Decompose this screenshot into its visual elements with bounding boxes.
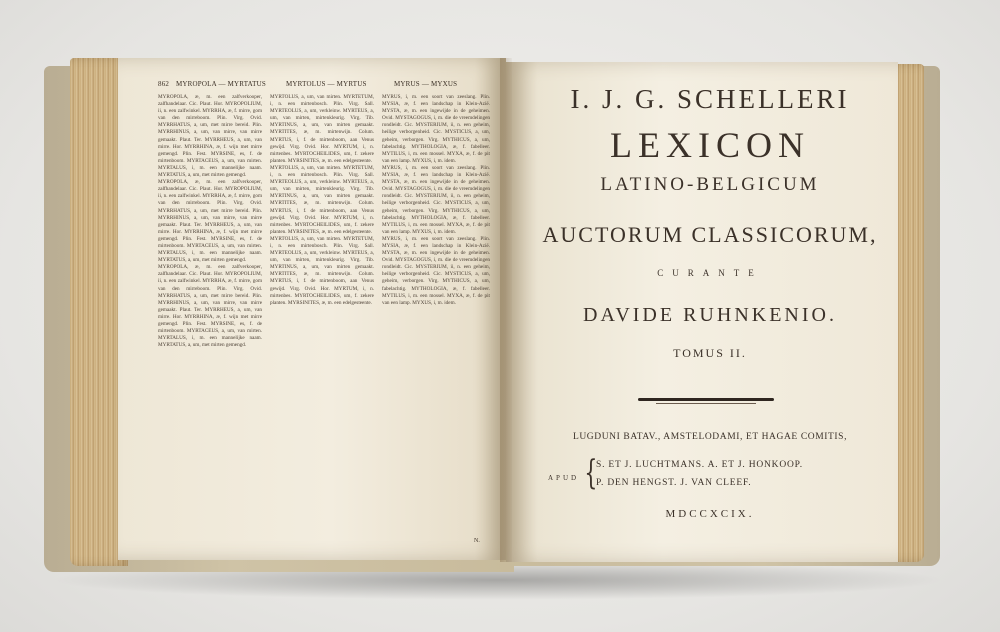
title-subtitle-1: LATINO-BELGICUM — [600, 174, 820, 195]
book-gutter — [500, 58, 512, 562]
column-text: MYRTOLUS, a, um, van mirten. MYRTETUM, i, n. een mirtenbosch. Plin. Virg. Sall. MYRTEOLUS, a, um, verkleinw. MYRTEUS, a, um, van mirten, mirtenkleurig. Virg. Tib. MYRTINUS, a, um, van mirten gemaakt. MYRTITES, æ, m. mirtenwijn. Colum. MYRTUS, i, f. de mirtenboom, aan Venus gewijd. Virg. Ovid. Hor. MYRTUM, i, n. mirtenbes. MYRTOCHEILIDES, um, f. zekere planten. MYRSINITES, æ, m. een edelgesteente. — [270, 235, 374, 306]
title-editor: DAVIDE RUHNKENIO. — [583, 304, 837, 326]
title-rule — [638, 398, 774, 401]
column-text: MYROPOLA, æ, m. een zalfverkooper, zalfhandelaar. Cic. Plaut. Hor. MYROPOLIUM, ii, n. een zalfwinkel. MYRRHA, æ, f. mirre, gom van den mirreboom. Plin. Virg. Ovid. MYRRHATUS, a, um, met mirre bereid. Plin. MYRRHINUS, a, um, van mirre, van mirre gemaakt. Plaut. Ter. MYRRHEUS, a, um, van mirre. Hor. MYRRHINA, æ, f. wijn met mirre gemengd. Plin. Fest. MYRSINE, es, f. de mirtenboom. MYRTACEUS, a, um, van mirten. MYRTALUS, i, m. een mannelijke naam. MYRTATUS, a, um, met mirten gemengd. — [158, 94, 262, 179]
column-text: MYRTOLUS, a, um, van mirten. MYRTETUM, i, n. een mirtenbosch. Plin. Virg. Sall. MYRTEOLUS, a, um, verkleinw. MYRTEUS, a, um, van mirten, mirtenkleurig. Virg. Tib. MYRTINUS, a, um, van mirten gemaakt. MYRTITES, æ, m. mirtenwijn. Colum. MYRTUS, i, f. de mirtenboom, aan Venus gewijd. Virg. Ovid. Hor. MYRTUM, i, n. mirtenbes. MYRTOCHEILIDES, um, f. zekere planten. MYRSINITES, æ, m. een edelgesteente. — [270, 94, 374, 164]
column-text: MYRUS, i, m. een soort van zeeslang. Plin. MYSIA, æ, f. een landschap in Klein-Azië. MYSTA, æ, m. een ingewijde in de geheimen. Ovid. MYSTAGOGUS, i, m. die de vreemdelingen rondleidt. Cic. MYSTERIUM, ii, n. een geheim, heilige verborgenheid. Cic. MYSTICUS, a, um, geheim, verborgen. Virg. MYTHICUS, a, um, fabelachtig. MYTHOLOGIA, æ, f. fabelleer. MYTILUS, i, m. een mossel. MYXA, æ, f. de pit van een lamp. MYXUS, i, m. idem. — [382, 235, 490, 306]
column-text: MYRUS, i, m. een soort van zeeslang. Plin. MYSIA, æ, f. een landschap in Klein-Azië. MYSTA, æ, m. een ingewijde in de geheimen. Ovid. MYSTAGOGUS, i, m. die de vreemdelingen rondleidt. Cic. MYSTERIUM, ii, n. een geheim, heilige verborgenheid. Cic. MYSTICUS, a, um, geheim, verborgen. Virg. MYTHICUS, a, um, fabelachtig. MYTHOLOGIA, æ, f. fabelleer. MYTILUS, i, m. een mossel. MYXA, æ, f. de pit van een lamp. MYXUS, i, m. idem. — [382, 164, 490, 235]
column-text: MYROPOLA, æ, m. een zalfverkooper, zalfhandelaar. Cic. Plaut. Hor. MYROPOLIUM, ii, n. een zalfwinkel. MYRRHA, æ, f. mirre, gom van den mirreboom. Plin. Virg. Ovid. MYRRHATUS, a, um, met mirre bereid. Plin. MYRRHINUS, a, um, van mirre, van mirre gemaakt. Plaut. Ter. MYRRHEUS, a, um, van mirre. Hor. MYRRHINA, æ, f. wijn met mirre gemengd. Plin. Fest. MYRSINE, es, f. de mirtenboom. MYRTACEUS, a, um, van mirten. MYRTALUS, i, m. een mannelijke naam. MYRTATUS, a, um, met mirten gemengd. — [158, 179, 262, 264]
column-text: MYROPOLA, æ, m. een zalfverkooper, zalfhandelaar. Cic. Plaut. Hor. MYROPOLIUM, ii, n. een zalfwinkel. MYRRHA, æ, f. mirre, gom van den mirreboom. Plin. Virg. Ovid. MYRRHATUS, a, um, met mirre bereid. Plin. MYRRHINUS, a, um, van mirre, van mirre gemaakt. Plaut. Ter. MYRRHEUS, a, um, van mirre. Hor. MYRRHINA, æ, f. wijn met mirre gemengd. Plin. Fest. MYRSINE, es, f. de mirtenboom. MYRTACEUS, a, um, van mirten. MYRTALUS, i, m. een mannelijke naam. MYRTATUS, a, um, met mirten gemengd. — [158, 264, 262, 349]
title-volume: TOMUS II. — [673, 346, 747, 360]
printer-line-2: P. DEN HENGST. J. VAN CLEEF. — [596, 478, 752, 488]
title-subtitle-2: AUCTORUM CLASSICORUM, — [542, 222, 878, 247]
dictionary-column-2 — [270, 94, 374, 542]
page-number: 862 — [158, 80, 170, 88]
running-head-1: MYROPOLA — MYRTATUS — [176, 80, 266, 88]
column-text: MYRUS, i, m. een soort van zeeslang. Plin. MYSIA, æ, f. een landschap in Klein-Azië. MYSTA, æ, m. een ingewijde in de geheimen. Ovid. MYSTAGOGUS, i, m. die de vreemdelingen rondleidt. Cic. MYSTERIUM, ii, n. een geheim, heilige verborgenheid. Cic. MYSTICUS, a, um, geheim, verborgen. Virg. MYTHICUS, a, um, fabelachtig. MYTHOLOGIA, æ, f. fabelleer. MYTILUS, i, m. een mossel. MYXA, æ, f. de pit van een lamp. MYXUS, i, m. idem. — [382, 94, 490, 164]
title-author: I. J. G. SCHELLERI — [570, 84, 850, 114]
dictionary-column-3 — [382, 94, 490, 542]
title-imprint: LUGDUNI BATAV., AMSTELODAMI, ET HAGAE COMITIS, — [572, 432, 848, 442]
title-date: MDCCXCIX. — [665, 508, 755, 520]
running-head-3: MYRUS — MYXUS — [394, 80, 458, 88]
title-main: LEXICON — [610, 125, 810, 165]
column-text: MYRTOLUS, a, um, van mirten. MYRTETUM, i, n. een mirtenbosch. Plin. Virg. Sall. MYRTEOLUS, a, um, verkleinw. MYRTEUS, a, um, van mirten, mirtenkleurig. Virg. Tib. MYRTINUS, a, um, van mirten gemaakt. MYRTITES, æ, m. mirtenwijn. Colum. MYRTUS, i, f. de mirtenboom, aan Venus gewijd. Virg. Ovid. Hor. MYRTUM, i, n. mirtenbes. MYRTOCHEILIDES, um, f. zekere planten. MYRSINITES, æ, m. een edelgesteente. — [270, 164, 374, 235]
title-curante: CURANTE — [657, 268, 763, 278]
running-head-2: MYRTOLUS — MYRTUS — [286, 80, 367, 88]
brace-glyph: { — [584, 453, 598, 493]
title-apud: APUD — [548, 474, 580, 482]
title-rule-thin — [656, 403, 756, 404]
left-page-running-head — [158, 80, 494, 92]
catchword: N. — [474, 538, 480, 544]
dictionary-column-1 — [158, 94, 262, 542]
printer-line-1: S. ET J. LUCHTMANS. A. ET J. HONKOOP. — [596, 460, 803, 470]
